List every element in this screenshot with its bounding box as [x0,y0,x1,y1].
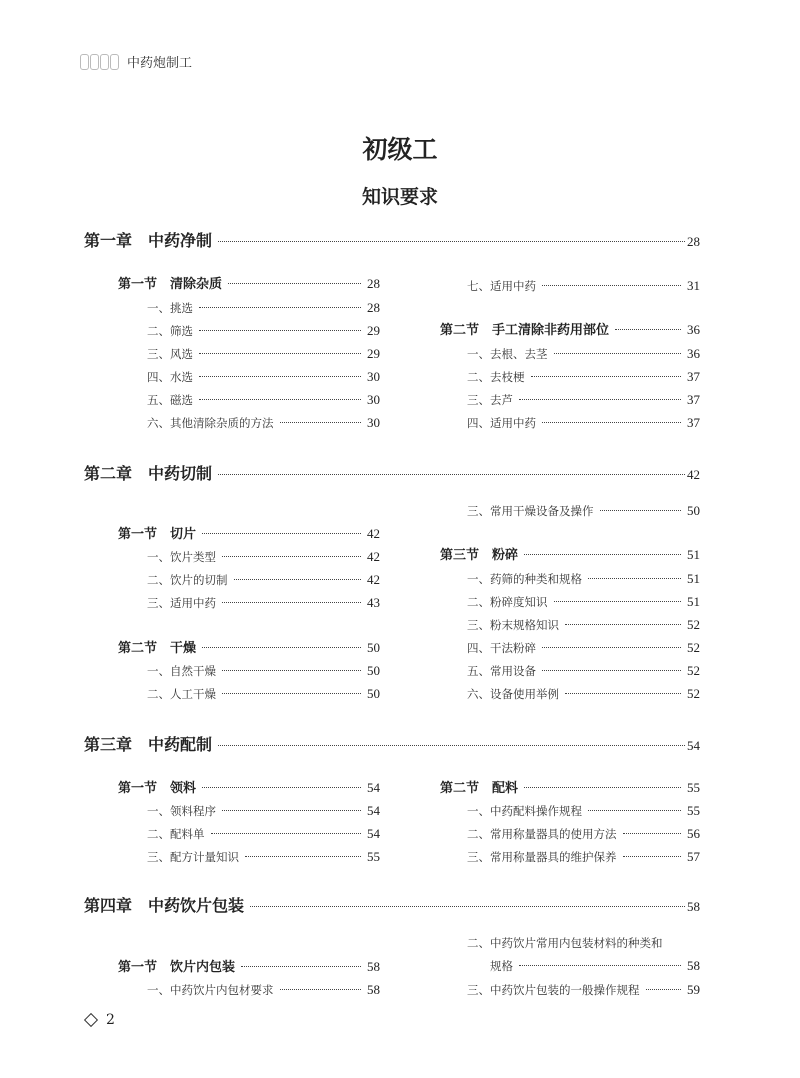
item-label: 二、筛选 [147,324,193,338]
item-entry[interactable] [467,663,700,679]
section-label: 第二节 手工清除非药用部位 [440,323,610,338]
item-entry[interactable] [467,617,700,633]
leader-dots [222,556,361,557]
section-entry[interactable] [118,637,380,656]
page-number: 42 [367,549,380,564]
chapter-label: 第四章 中药饮片包装 [84,896,245,915]
leader-dots [202,533,361,534]
item-label: 三、风选 [147,347,193,361]
item-entry[interactable] [467,982,700,998]
item-label: 一、药筛的种类和规格 [467,572,582,586]
page-number: 42 [687,467,700,482]
book-logo-icon [80,54,119,70]
page-number: 55 [367,849,380,864]
chapter-label: 第二章 中药切制 [84,464,213,483]
page-number: 29 [367,323,380,338]
leader-dots [245,856,361,857]
leader-dots [218,745,685,746]
item-entry[interactable] [467,571,700,587]
section-entry[interactable] [440,319,700,338]
item-entry[interactable] [147,826,380,842]
page-title: 初级工 [362,135,438,164]
leader-dots [218,241,685,242]
item-label: 三、中药饮片包装的一般操作规程 [467,983,640,997]
leader-dots [222,602,361,603]
leader-dots [199,376,361,377]
page-number: 54 [367,780,380,795]
leader-dots [234,579,362,580]
leader-dots [554,353,682,354]
leader-dots [218,474,685,475]
page-number: 37 [687,369,700,384]
item-label: 一、中药配料操作规程 [467,804,582,818]
leader-dots [202,647,361,648]
item-entry[interactable] [147,663,380,679]
page-number: 59 [687,982,700,997]
leader-dots [542,647,681,648]
chapter-2-entry[interactable] [84,461,700,484]
chapter-4-entry[interactable] [84,893,700,916]
page-number: 51 [687,594,700,609]
item-entry[interactable] [467,346,700,362]
page-number: 37 [687,415,700,430]
section-label: 第一节 领料 [118,781,197,796]
leader-dots [211,833,362,834]
leader-dots [222,810,361,811]
item-entry[interactable] [467,369,700,385]
page-number: 42 [367,572,380,587]
leader-dots [280,989,362,990]
leader-dots [565,624,681,625]
leader-dots [202,787,361,788]
item-entry[interactable] [467,849,700,865]
page-number: 55 [687,803,700,818]
page-number: 54 [367,803,380,818]
leader-dots [588,810,681,811]
page-number: 29 [367,346,380,361]
leader-dots [199,399,361,400]
section-label: 第一节 饮片内包装 [118,960,236,975]
item-label: 六、其他清除杂质的方法 [147,416,274,430]
diamond-icon [84,1013,98,1027]
item-label: 一、自然干燥 [147,664,216,678]
leader-dots [554,601,682,602]
page-number: 51 [687,571,700,586]
section-entry[interactable] [118,956,380,975]
item-label: 一、挑选 [147,301,193,315]
item-label: 三、去芦 [467,393,513,407]
page-number: 52 [687,617,700,632]
item-entry[interactable] [467,503,700,519]
section-label: 第二节 配料 [440,781,519,796]
page-number: 51 [687,547,700,562]
item-label: 七、适用中药 [467,279,536,293]
item-entry[interactable] [147,686,380,702]
page-number: 37 [687,392,700,407]
leader-dots [623,856,682,857]
page-number: 36 [687,322,700,337]
item-entry[interactable] [467,415,700,431]
leader-dots [646,989,682,990]
page-number: 54 [367,826,380,841]
leader-dots [623,833,682,834]
item-label-line1: 二、中药饮片常用内包装材料的种类和 [467,936,663,950]
item-entry[interactable] [467,392,700,408]
item-entry[interactable] [147,300,380,316]
leader-dots [222,693,361,694]
leader-dots [524,554,681,555]
footer-page-number: 2 [106,1012,115,1028]
page-number: 28 [687,234,700,249]
item-label: 五、常用设备 [467,664,536,678]
item-label: 六、设备使用举例 [467,687,559,701]
section-entry[interactable] [118,523,380,542]
item-entry[interactable] [147,849,380,865]
page-number: 50 [367,686,380,701]
item-entry[interactable] [147,982,380,998]
item-entry[interactable] [467,826,700,842]
item-label: 二、配料单 [147,827,205,841]
page-number: 43 [367,595,380,610]
page-number: 36 [687,346,700,361]
item-label: 一、饮片类型 [147,550,216,564]
item-entry[interactable] [467,278,700,294]
item-label: 四、水选 [147,370,193,384]
item-entry[interactable] [467,803,700,819]
item-label: 四、干法粉碎 [467,641,536,655]
page-number: 50 [367,663,380,678]
item-entry[interactable] [490,958,700,974]
leader-dots [228,283,361,284]
item-label: 二、饮片的切制 [147,573,228,587]
page-number: 55 [687,780,700,795]
item-label: 三、粉末规格知识 [467,618,559,632]
leader-dots [542,285,681,286]
leader-dots [531,376,682,377]
section-label: 第三节 粉碎 [440,548,519,563]
page-number: 56 [687,826,700,841]
page-number: 30 [367,392,380,407]
section-entry[interactable] [118,273,380,292]
section-entry[interactable] [440,544,700,563]
page-number: 58 [367,959,380,974]
leader-dots [519,965,681,966]
item-label: 一、中药饮片内包材要求 [147,983,274,997]
item-label: 三、常用称量器具的维护保养 [467,850,617,864]
item-label: 二、去枝梗 [467,370,525,384]
section-label: 第一节 切片 [118,527,197,542]
item-label: 二、粉碎度知识 [467,595,548,609]
section-label: 第一节 清除杂质 [118,277,223,292]
leader-dots [615,329,681,330]
chapter-label: 第三章 中药配制 [84,735,213,754]
item-entry[interactable] [147,803,380,819]
book-title: 中药炮制工 [127,56,193,71]
item-label: 二、人工干燥 [147,687,216,701]
leader-dots [542,422,681,423]
page-number: 54 [687,738,700,753]
leader-dots [199,353,361,354]
item-entry[interactable] [147,572,380,588]
item-entry[interactable] [147,595,380,611]
item-label: 二、常用称量器具的使用方法 [467,827,617,841]
item-entry[interactable] [467,640,700,656]
leader-dots [280,422,362,423]
item-label: 四、适用中药 [467,416,536,430]
item-label: 三、适用中药 [147,596,216,610]
page-number: 52 [687,686,700,701]
section-entry[interactable] [118,777,380,796]
page-number: 58 [687,958,700,973]
page-number: 52 [687,663,700,678]
page-number: 57 [687,849,700,864]
page-number: 28 [367,276,380,291]
leader-dots [565,693,681,694]
leader-dots [250,906,685,907]
item-label: 三、常用干燥设备及操作 [467,504,594,518]
item-label-line2: 规格 [490,959,513,973]
page-number: 31 [687,278,700,293]
leader-dots [199,330,361,331]
page-number: 58 [687,899,700,914]
chapter-label: 第一章 中药净制 [84,231,213,250]
leader-dots [222,670,361,671]
page-number: 30 [367,415,380,430]
page-number: 50 [367,640,380,655]
page-number: 42 [367,526,380,541]
page-number: 52 [687,640,700,655]
page-number: 28 [367,300,380,315]
item-label: 三、配方计量知识 [147,850,239,864]
page-number: 30 [367,369,380,384]
page-footer [86,1012,115,1028]
item-entry[interactable] [147,323,380,339]
item-entry[interactable] [467,686,700,702]
leader-dots [199,307,361,308]
item-label: 五、磁选 [147,393,193,407]
chapter-3-entry[interactable] [84,732,700,755]
leader-dots [542,670,681,671]
leader-dots [524,787,681,788]
item-entry[interactable] [147,549,380,565]
running-header [80,52,192,71]
item-entry[interactable] [467,594,700,610]
item-entry[interactable] [147,369,380,385]
leader-dots [519,399,681,400]
page-number: 58 [367,982,380,997]
leader-dots [241,966,361,967]
leader-dots [588,578,681,579]
item-entry[interactable] [147,346,380,362]
item-entry[interactable] [147,392,380,408]
chapter-1-entry[interactable] [84,228,700,251]
item-entry[interactable] [147,415,380,431]
section-entry[interactable] [440,777,700,796]
page-subtitle: 知识要求 [361,186,438,208]
leader-dots [600,510,682,511]
section-label: 第二节 干燥 [118,641,197,656]
item-label: 一、领料程序 [147,804,216,818]
page-number: 50 [687,503,700,518]
item-label: 一、去根、去茎 [467,347,548,361]
